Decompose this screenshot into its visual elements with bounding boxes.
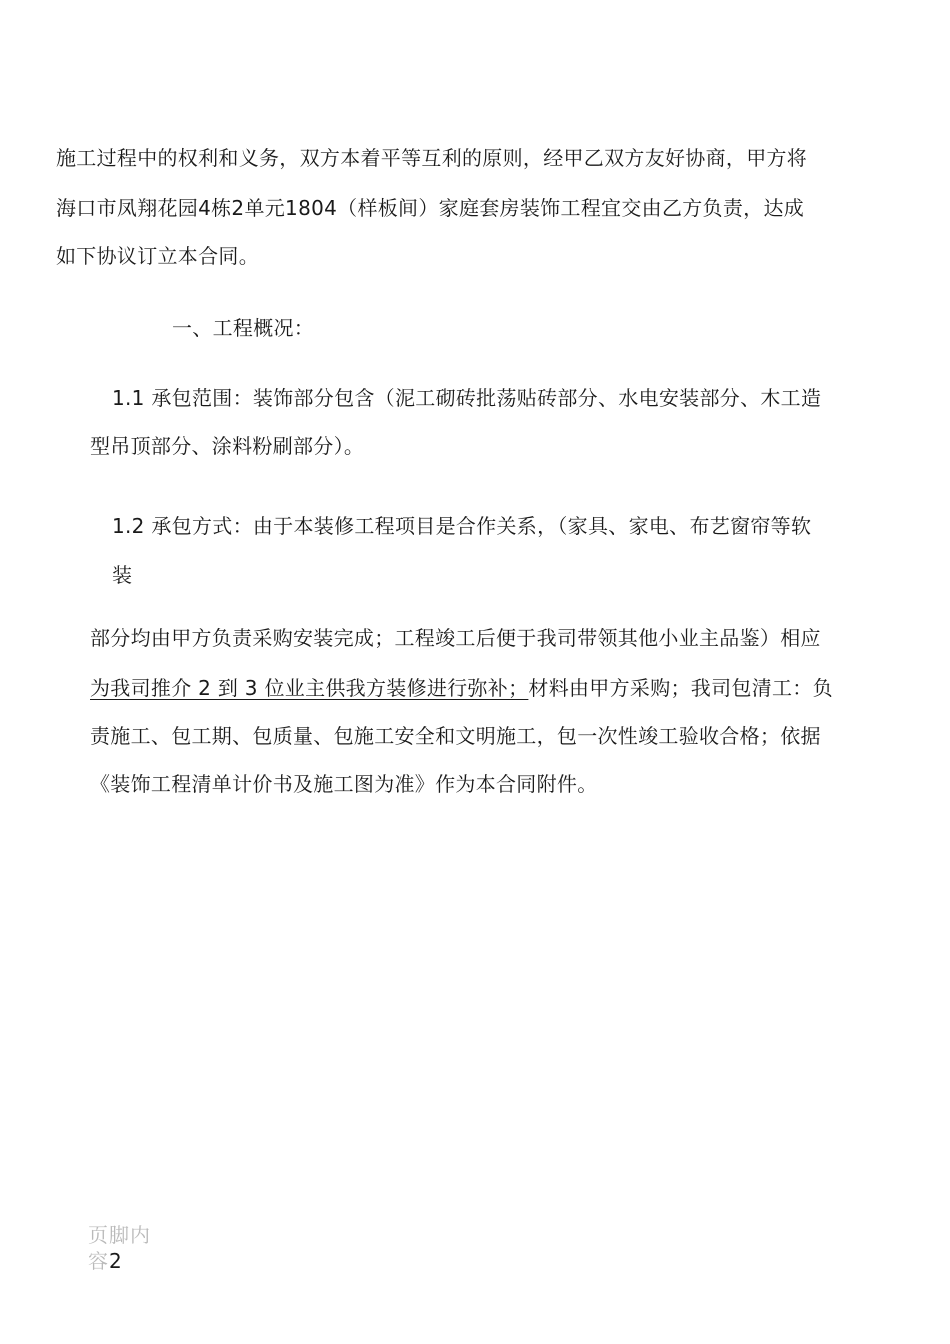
clause-1-2-line-4 bbox=[90, 675, 833, 701]
section-heading: 一、工程概况： bbox=[172, 316, 315, 340]
page-number: 2 bbox=[109, 1249, 123, 1273]
underlined-recommendation-text: 为我司推介 2 到 3 位业主供我方装修进行弥补； bbox=[90, 676, 529, 700]
clause-1-1-line-2: 型吊顶部分、涂料粉刷部分）。 bbox=[90, 434, 365, 458]
clause-1-2-line-2: 装 bbox=[112, 563, 133, 587]
footer-label: 页脚内容 bbox=[88, 1223, 151, 1273]
clause-1-2-line-3: 部分均由甲方负责采购安装完成；工程竣工后便于我司带领其他小业主品鉴）相应 bbox=[90, 626, 821, 650]
clause-1-2-line-6: 《装饰工程清单计价书及施工图为准》作为本合同附件。 bbox=[90, 772, 598, 796]
clause-1-2-line-5: 责施工、包工期、包质量、包施工安全和文明施工，包一次性竣工验收合格；依据 bbox=[90, 724, 821, 748]
clause-1-2-line-1: 1.2 承包方式：由于本装修工程项目是合作关系，（家具、家电、布艺窗帘等软 bbox=[112, 514, 812, 538]
intro-line-2: 海口市凤翔花园4栋2单元1804（样板间）家庭套房装饰工程宜交由乙方负责，达成 bbox=[56, 196, 805, 220]
intro-line-1: 施工过程中的权利和义务，双方本着平等互利的原则，经甲乙双方友好协商，甲方将 bbox=[56, 146, 808, 170]
clause-1-2-line-4-rest: 材料由甲方采购；我司包清工：负 bbox=[528, 676, 833, 700]
clause-1-1-line-1: 1.1 承包范围：装饰部分包含（泥工砌砖批荡贴砖部分、水电安装部分、木工造 bbox=[112, 386, 822, 410]
intro-line-3: 如下协议订立本合同。 bbox=[56, 244, 259, 268]
page-footer bbox=[88, 1222, 160, 1274]
